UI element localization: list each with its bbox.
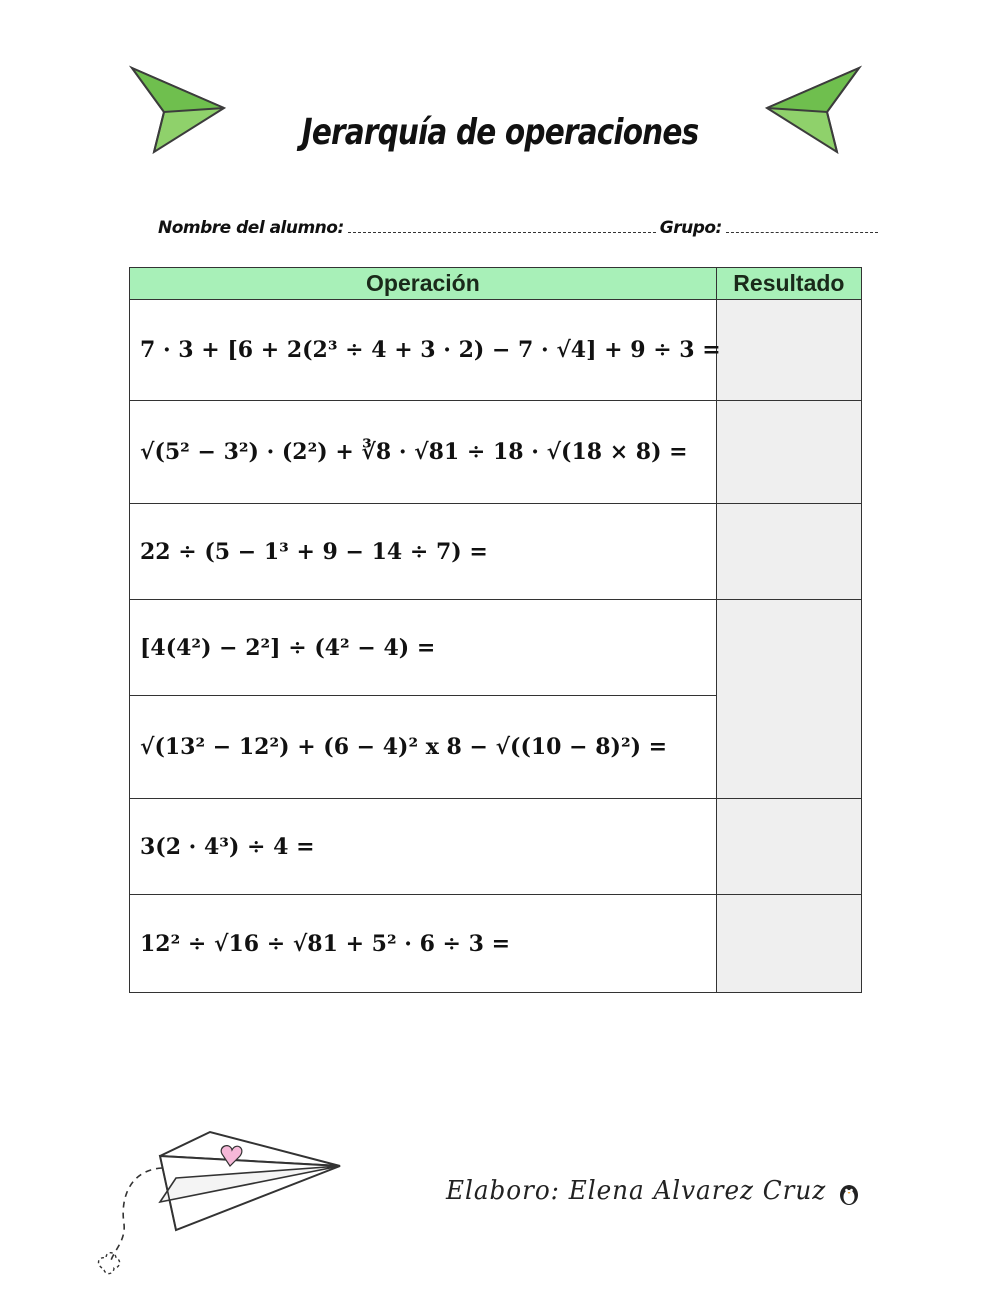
result-cell[interactable] bbox=[716, 401, 861, 504]
result-cell[interactable] bbox=[716, 504, 861, 600]
group-label: Grupo: bbox=[659, 218, 722, 238]
table-row bbox=[130, 895, 862, 993]
name-label: Nombre del alumno: bbox=[158, 218, 344, 238]
header-operation: Operación bbox=[130, 268, 717, 300]
page-title: Jerarquía de operaciones bbox=[301, 112, 699, 153]
operation-cell: √(13² − 12²) + (6 − 4)² x 8 − √((10 − 8)²) = bbox=[130, 696, 717, 799]
operation-cell: [4(4²) − 2²] ÷ (4² − 4) = bbox=[130, 600, 717, 696]
paper-plane-icon bbox=[90, 1118, 350, 1288]
student-info-line bbox=[158, 218, 848, 238]
operation-cell: 7 · 3 + [6 + 2(2³ ÷ 4 + 3 · 2) − 7 · √4] + 9 ÷ 3 = bbox=[130, 300, 717, 401]
table-row bbox=[130, 300, 862, 401]
table-row bbox=[130, 504, 862, 600]
group-blank[interactable] bbox=[726, 218, 878, 233]
operation-cell: 22 ÷ (5 − 1³ + 9 − 14 ÷ 7) = bbox=[130, 504, 717, 600]
result-cell[interactable] bbox=[716, 300, 861, 401]
penguin-icon bbox=[836, 1181, 862, 1207]
table-row bbox=[130, 799, 862, 895]
operation-cell: 12² ÷ √16 ÷ √81 + 5² · 6 ÷ 3 = bbox=[130, 895, 717, 993]
result-cell[interactable] bbox=[716, 895, 861, 993]
header-result: Resultado bbox=[716, 268, 861, 300]
name-blank[interactable] bbox=[348, 218, 656, 233]
operation-cell: √(5² − 3²) · (2²) + ∛8 · √81 ÷ 18 · √(18 × 8) = bbox=[130, 401, 717, 504]
result-cell[interactable] bbox=[716, 600, 861, 799]
result-cell[interactable] bbox=[716, 799, 861, 895]
operation-cell: 3(2 · 4³) ÷ 4 = bbox=[130, 799, 717, 895]
table-row bbox=[130, 401, 862, 504]
table-row bbox=[130, 600, 862, 696]
operations-table bbox=[129, 267, 862, 993]
signature: Elaboro: Elena Alvarez Cruz bbox=[446, 1176, 827, 1206]
